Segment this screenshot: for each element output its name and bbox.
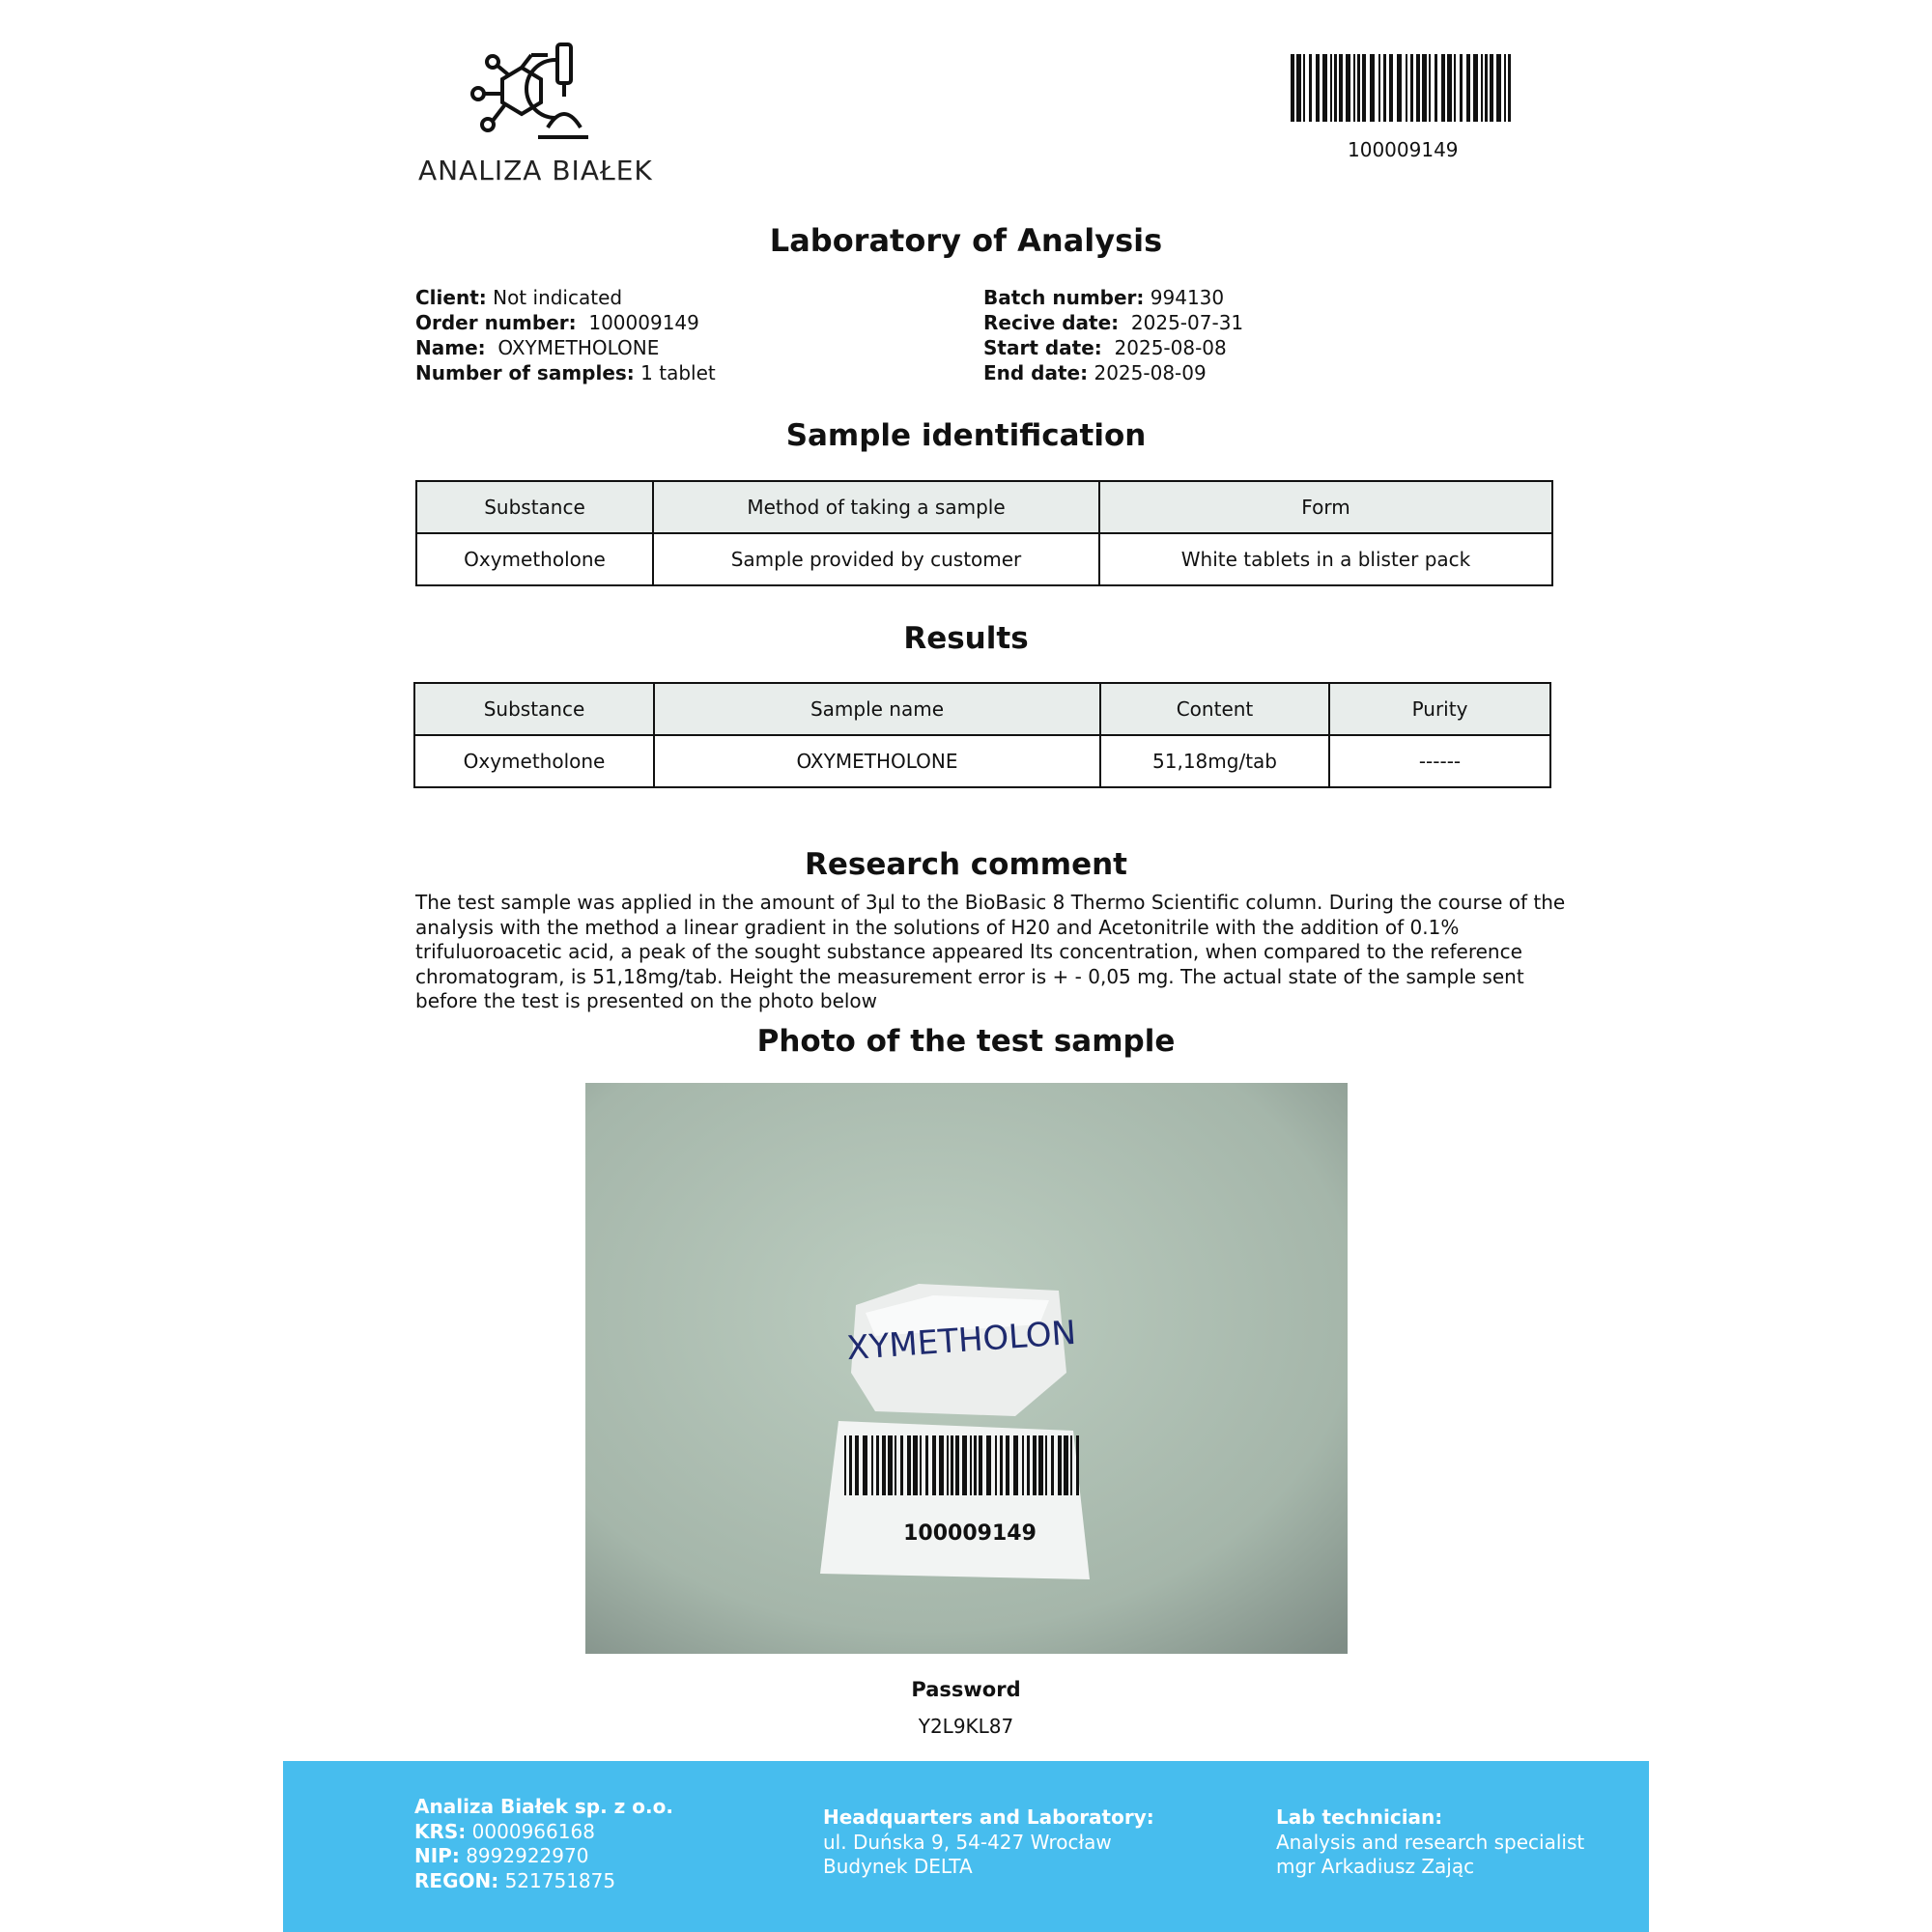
table-cell: White tablets in a blister pack <box>1099 533 1552 585</box>
detail-name: Name: OXYMETHOLONE <box>415 336 660 359</box>
headquarters-heading: Headquarters and Laboratory: <box>823 1805 1154 1829</box>
regon-number: 521751875 <box>504 1868 616 1892</box>
table-row <box>416 533 1552 585</box>
table-cell: Sample provided by customer <box>653 533 1099 585</box>
company-name: Analiza Białek sp. z o.o. <box>414 1795 673 1818</box>
table-header-row <box>414 683 1550 735</box>
table-row <box>414 735 1550 787</box>
sample-identification-heading: Sample identification <box>785 418 1147 453</box>
handwritten-label: XYMETHOLON <box>845 1313 1078 1369</box>
detail-end-date: End date: 2025-08-09 <box>983 361 1207 384</box>
logo-text: ANALIZA BIAŁEK <box>418 155 653 186</box>
table-cell: Oxymetholone <box>416 533 653 585</box>
table-header-cell: Form <box>1099 481 1552 533</box>
footer <box>283 1761 1649 1932</box>
lab-technician-heading: Lab technician: <box>1276 1805 1443 1829</box>
detail-receive-date: Recive date: 2025-07-31 <box>983 311 1244 334</box>
detail-number-of-samples: Number of samples: 1 tablet <box>415 361 716 384</box>
table-header-cell: Content <box>1100 683 1329 735</box>
barcode-number: 100009149 <box>1348 138 1459 161</box>
table-cell: OXYMETHOLONE <box>654 735 1100 787</box>
details-right <box>983 285 1243 385</box>
details-left <box>415 285 716 385</box>
krs-number: 0000966168 <box>471 1819 595 1843</box>
detail-batch-number: Batch number: 994130 <box>983 286 1225 309</box>
photo-heading: Photo of the test sample <box>756 1024 1176 1059</box>
table-cell: 51,18mg/tab <box>1100 735 1329 787</box>
detail-start-date: Start date: 2025-08-08 <box>983 336 1227 359</box>
sample-identification-table <box>415 480 1553 586</box>
sample-photo <box>585 1083 1348 1654</box>
table-header-cell: Sample name <box>654 683 1100 735</box>
nip-number: 8992922970 <box>466 1844 589 1868</box>
table-header-cell: Purity <box>1329 683 1550 735</box>
sample-barcode-number: 100009149 <box>903 1521 1037 1546</box>
headquarters-address: ul. Duńska 9, 54-427 Wrocław <box>823 1830 1112 1854</box>
table-cell: Oxymetholone <box>414 735 654 787</box>
footer-headquarters <box>823 1805 1154 1880</box>
research-comment-heading: Research comment <box>804 847 1127 882</box>
lab-technician-role: Analysis and research specialist <box>1276 1830 1585 1854</box>
table-header-cell: Substance <box>414 683 654 735</box>
results-heading: Results <box>903 621 1029 656</box>
password-label: Password <box>911 1678 1021 1701</box>
footer-company-info: Analiza Białek sp. z o.o. KRS: 0000966168 NIP: 8992922970 REGON: 521751875 <box>414 1795 673 1892</box>
research-comment-text: The test sample was applied in the amount of 3µl to the BioBasic 8 Thermo Scientific column. During the course of the analysis with the method a linear gradient in the solutions of H20 and Acetonitrile with the addition of 0.1% trifuluoroacetic acid, a peak of the sought substance appeared Its concentration, when compared to the reference chromatogram, is 51,18mg/tab. Height the measurement error is + - 0,05 mg. The actual state of the sample sent before the test is presented on the photo below <box>415 891 1566 1013</box>
lab-logo-icon <box>469 41 594 147</box>
detail-client: Client: Not indicated <box>415 286 623 309</box>
headquarters-building: Budynek DELTA <box>823 1855 973 1879</box>
lab-technician-name: mgr Arkadiusz Zając <box>1276 1855 1475 1879</box>
table-header-cell: Method of taking a sample <box>653 481 1099 533</box>
sample-photo-image <box>585 1083 1348 1654</box>
results-table <box>413 682 1551 788</box>
barcode <box>1291 54 1513 124</box>
page-title: Laboratory of Analysis <box>769 222 1163 259</box>
password-value: Y2L9KL87 <box>918 1715 1014 1738</box>
table-header-row <box>416 481 1552 533</box>
table-header-cell: Substance <box>416 481 653 533</box>
detail-order-number: Order number: 100009149 <box>415 311 699 334</box>
table-cell: ------ <box>1329 735 1550 787</box>
footer-lab-technician <box>1276 1805 1584 1880</box>
